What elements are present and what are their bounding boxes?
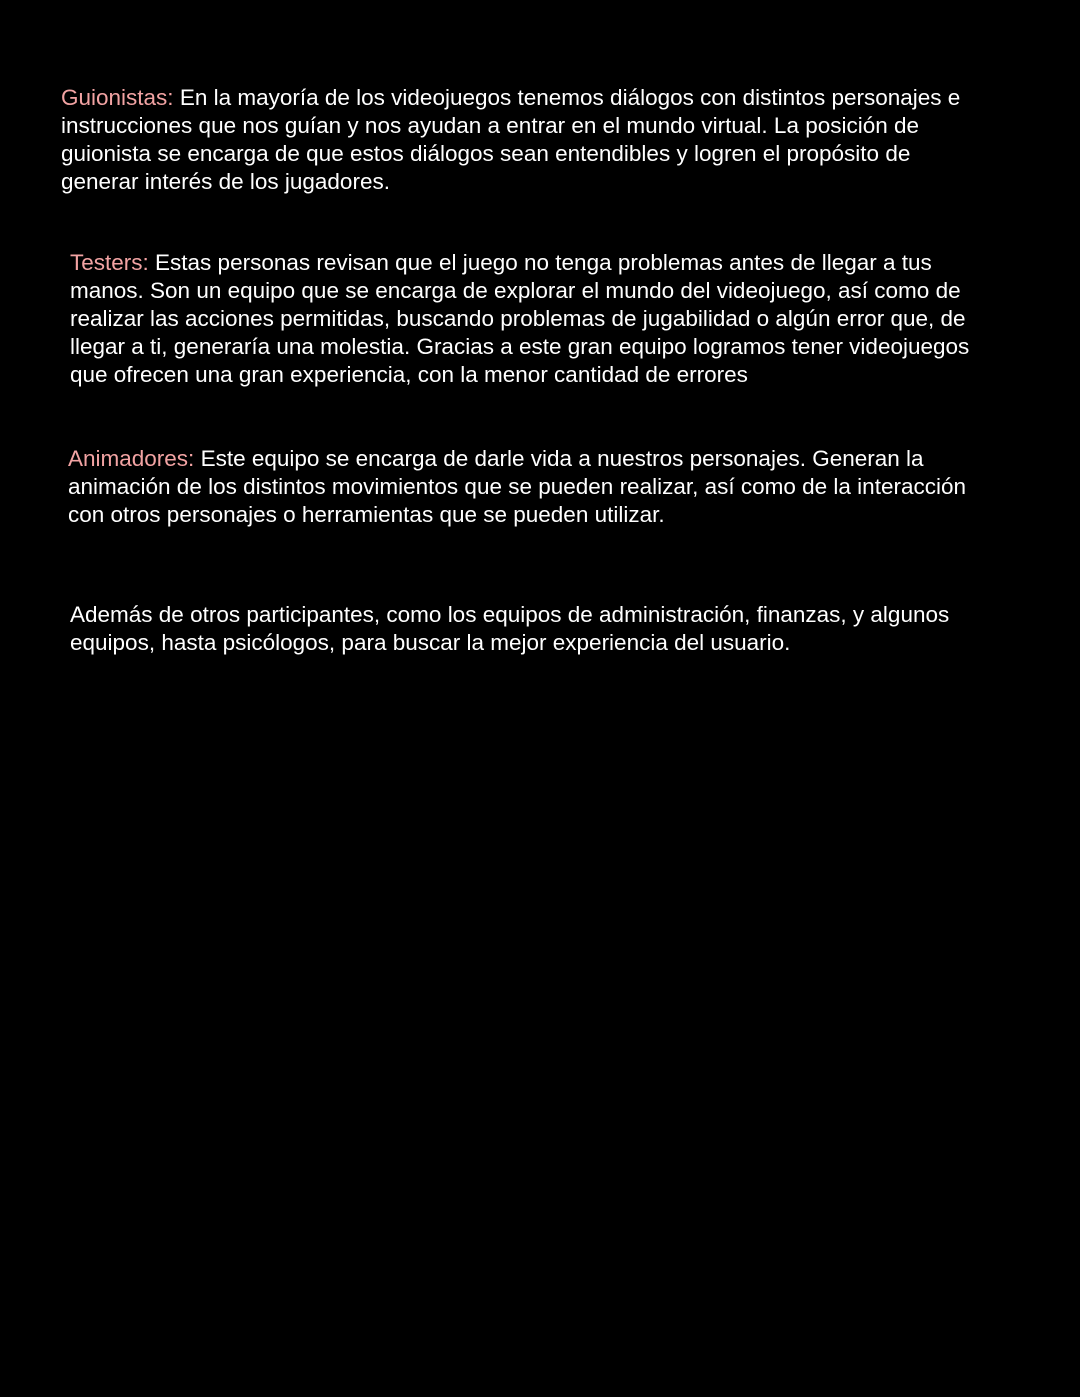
line-text: Este equipo se encarga de darle vida a nuestros personajes. Generan la: [194, 446, 924, 471]
paragraph-otros-participantes: [70, 601, 949, 657]
paragraph-line: [61, 84, 960, 112]
paragraph-line: con otros personajes o herramientas que se pueden utilizar.: [68, 502, 665, 527]
paragraph-line: guionista se encarga de que estos diálogos sean entendibles y logren el propósito de: [61, 141, 911, 166]
paragraph-line: animación de los distintos movimientos que se pueden realizar, así como de la interacción: [68, 474, 966, 499]
paragraph-line: Además de otros participantes, como los equipos de administración, finanzas, y algunos: [70, 602, 950, 627]
paragraph-guionistas: [61, 84, 960, 196]
paragraph-line: manos. Son un equipo que se encarga de explorar el mundo del videojuego, así como de: [70, 278, 961, 303]
term-label: Guionistas:: [61, 85, 174, 110]
paragraph-line: llegar a ti, generaría una molestia. Gracias a este gran equipo logramos tener videojuegos: [70, 334, 970, 359]
paragraph-line: equipos, hasta psicólogos, para buscar la mejor experiencia del usuario.: [70, 630, 791, 655]
paragraph-line: generar interés de los jugadores.: [61, 169, 390, 194]
term-label: Animadores:: [68, 446, 195, 471]
term-label: Testers:: [70, 250, 149, 275]
paragraph-line: [68, 445, 966, 473]
paragraph-testers: [70, 249, 969, 389]
paragraph-line: que ofrecen una gran experiencia, con la menor cantidad de errores: [70, 362, 748, 387]
paragraph-line: realizar las acciones permitidas, buscando problemas de jugabilidad o algún error que, de: [70, 306, 966, 331]
line-text: Estas personas revisan que el juego no tenga problemas antes de llegar a tus: [148, 250, 932, 275]
paragraph-line: instrucciones que nos guían y nos ayudan a entrar en el mundo virtual. La posición de: [61, 113, 920, 138]
paragraph-animadores: [68, 445, 966, 529]
line-text: En la mayoría de los videojuegos tenemos diálogos con distintos personajes e: [173, 85, 961, 110]
paragraph-line: [70, 249, 969, 277]
